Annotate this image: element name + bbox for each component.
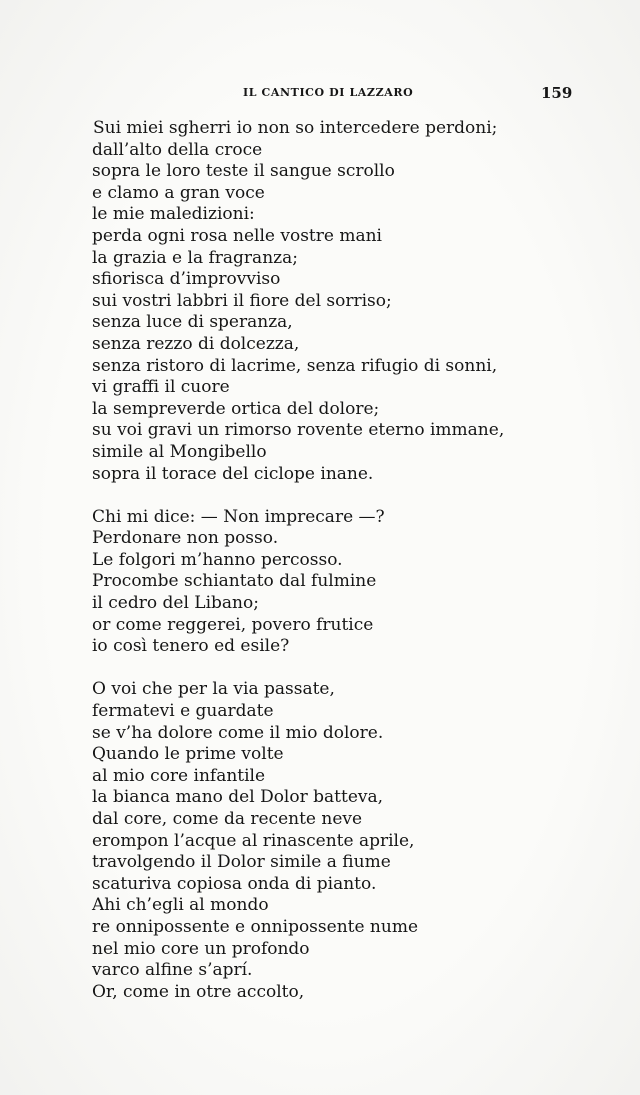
- verse-line: perda ogni rosa nelle vostre mani: [92, 225, 382, 246]
- verse-line: O voi che per la via passate,: [92, 679, 335, 700]
- verse-line: or come reggerei, povero frutice: [92, 614, 374, 635]
- verse-line: le mie maledizioni:: [92, 204, 255, 225]
- verse-line: Quando le prime volte: [92, 744, 284, 765]
- verse-line: il cedro del Libano;: [92, 593, 259, 614]
- verse-line: travolgendo il Dolor simile a fiume: [92, 852, 391, 873]
- verse-line: senza rezzo di dolcezza,: [92, 333, 300, 354]
- page-number: 159: [541, 84, 573, 102]
- verse-line: Le folgori m’hanno percosso.: [92, 549, 343, 570]
- verse-line: Chi mi dice: — Non imprecare —?: [92, 506, 385, 527]
- verse-line: sui vostri labbri il fiore del sorriso;: [92, 290, 392, 311]
- verse-line: e clamo a gran voce: [92, 182, 265, 203]
- verse-line: sfiorisca d’improvviso: [92, 269, 281, 290]
- verse-line: scaturiva copiosa onda di pianto.: [92, 873, 377, 894]
- verse-line: nel mio core un profondo: [92, 938, 310, 959]
- poem-body: [0, 118, 640, 1025]
- verse-line: su voi gravi un rimorso rovente eterno immane,: [92, 420, 505, 441]
- stanza-2: [0, 507, 640, 658]
- verse-line: simile al Mongibello: [92, 441, 267, 462]
- stanza-1: [0, 118, 640, 485]
- verse-line: vi graffi il cuore: [92, 377, 230, 398]
- verse-line: Or, come in otre accolto,: [92, 981, 305, 1002]
- verse-line: dal core, come da recente neve: [92, 809, 363, 829]
- verse-line: se v’ha dolore come il mio dolore.: [92, 722, 384, 743]
- verse-line: sopra il torace del ciclope inane.: [92, 463, 374, 484]
- running-title: IL CANTICO DI LAZZARO: [243, 86, 414, 99]
- verse-line: io così tenero ed esile?: [92, 636, 290, 657]
- verse-line: Sui miei sgherri io non so intercedere perdoni;: [93, 118, 498, 138]
- verse-line: Ahi ch’egli al mondo: [92, 895, 269, 916]
- verse-line: senza ristoro di lacrime, senza rifugio di sonni,: [92, 355, 498, 376]
- verse-line: varco alfine s’aprí.: [92, 960, 253, 981]
- verse-line: Perdonare non posso.: [92, 528, 279, 549]
- verse-line: la sempreverde ortica del dolore;: [92, 398, 380, 419]
- verse-line: la grazia e la fragranza;: [92, 247, 298, 268]
- stanza-3: [0, 679, 640, 1003]
- verse-line: sopra le loro teste il sangue scrollo: [92, 161, 395, 182]
- verse-line: fermatevi e guardate: [92, 701, 274, 722]
- verse-line: senza luce di speranza,: [92, 312, 293, 333]
- verse-line: al mio core infantile: [92, 765, 266, 786]
- verse-line: Procombe schiantato dal fulmine: [92, 571, 377, 592]
- verse-line: erompon l’acque al rinascente aprile,: [92, 830, 415, 851]
- verse-line: dall’alto della croce: [92, 139, 263, 160]
- verse-line: re onnipossente e onnipossente nume: [92, 916, 419, 937]
- verse-line: la bianca mano del Dolor batteva,: [92, 787, 384, 808]
